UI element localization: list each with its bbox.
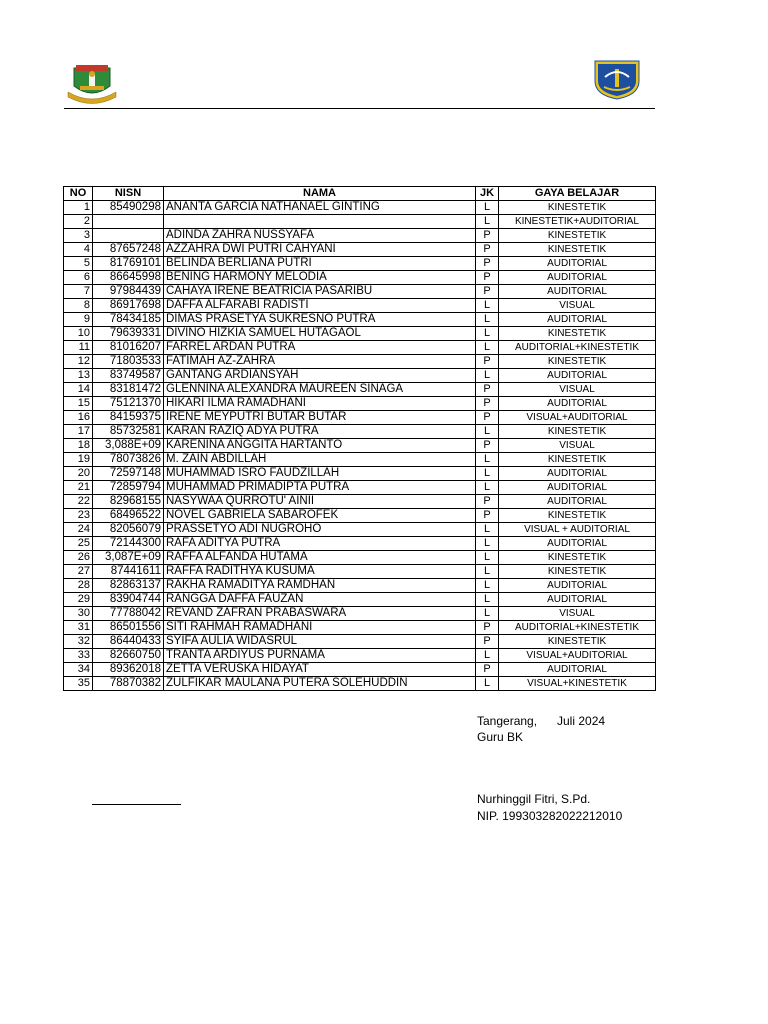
cell-nama: SITI RAHMAH RAMADHANI xyxy=(164,621,476,635)
table-row xyxy=(64,201,656,215)
cell-nama: NOVEL GABRIELA SABAROFEK xyxy=(164,509,476,523)
cell-jk: P xyxy=(476,495,499,509)
table-row xyxy=(64,257,656,271)
cell-nama: RANGGA DAFFA FAUZAN xyxy=(164,593,476,607)
cell-nama: HIKARI ILMA RAMADHANI xyxy=(164,397,476,411)
cell-nisn: 86917698 xyxy=(93,299,164,313)
cell-nama: RAFA ADITYA PUTRA xyxy=(164,537,476,551)
cell-gaya-belajar: KINESTETIK xyxy=(499,565,656,579)
cell-no: 12 xyxy=(64,355,93,369)
cell-gaya-belajar: KINESTETIK xyxy=(499,509,656,523)
col-header-nisn: NISN xyxy=(93,187,164,201)
cell-nisn: 89362018 xyxy=(93,663,164,677)
cell-jk: P xyxy=(476,439,499,453)
cell-nisn: 68496522 xyxy=(93,509,164,523)
cell-nisn: 82863137 xyxy=(93,579,164,593)
cell-no: 11 xyxy=(64,341,93,355)
cell-gaya-belajar: AUDITORIAL+KINESTETIK xyxy=(499,341,656,355)
cell-nama: SYIFA AULIA WIDASRUL xyxy=(164,635,476,649)
table-row xyxy=(64,327,656,341)
table-row xyxy=(64,621,656,635)
cell-no: 24 xyxy=(64,523,93,537)
cell-no: 6 xyxy=(64,271,93,285)
signature-name: Nurhinggil Fitri, S.Pd. xyxy=(477,792,591,806)
col-header-jk: JK xyxy=(476,187,499,201)
cell-gaya-belajar: KINESTETIK xyxy=(499,453,656,467)
cell-no: 31 xyxy=(64,621,93,635)
cell-no: 32 xyxy=(64,635,93,649)
cell-jk: P xyxy=(476,383,499,397)
table-row xyxy=(64,285,656,299)
cell-nama: BELINDA BERLIANA PUTRI xyxy=(164,257,476,271)
table-row xyxy=(64,467,656,481)
cell-no: 29 xyxy=(64,593,93,607)
cell-nisn: 82660750 xyxy=(93,649,164,663)
cell-gaya-belajar: KINESTETIK xyxy=(499,229,656,243)
table-row xyxy=(64,271,656,285)
cell-no: 7 xyxy=(64,285,93,299)
cell-gaya-belajar: AUDITORIAL xyxy=(499,257,656,271)
cell-nama: DIMAS PRASETYA SUKRESNO PUTRA xyxy=(164,313,476,327)
cell-gaya-belajar: VISUAL xyxy=(499,439,656,453)
cell-jk: L xyxy=(476,327,499,341)
header-rule xyxy=(64,108,655,109)
cell-nama xyxy=(164,215,476,229)
cell-nama: CAHAYA IRENE BEATRICIA PASARIBU xyxy=(164,285,476,299)
table-row xyxy=(64,523,656,537)
cell-no: 4 xyxy=(64,243,93,257)
cell-gaya-belajar: VISUAL+AUDITORIAL xyxy=(499,649,656,663)
cell-jk: P xyxy=(476,257,499,271)
cell-gaya-belajar: AUDITORIAL xyxy=(499,397,656,411)
cell-no: 23 xyxy=(64,509,93,523)
cell-gaya-belajar: AUDITORIAL xyxy=(499,271,656,285)
cell-gaya-belajar: KINESTETIK xyxy=(499,551,656,565)
cell-nisn: 83749587 xyxy=(93,369,164,383)
cell-jk: L xyxy=(476,425,499,439)
signature-date: Juli 2024 xyxy=(557,714,606,728)
cell-nama: KARAN RAZIQ ADYA PUTRA xyxy=(164,425,476,439)
cell-nisn: 87657248 xyxy=(93,243,164,257)
cell-gaya-belajar: KINESTETIK xyxy=(499,635,656,649)
cell-gaya-belajar: KINESTETIK xyxy=(499,243,656,257)
cell-gaya-belajar: AUDITORIAL xyxy=(499,663,656,677)
cell-gaya-belajar: KINESTETIK xyxy=(499,201,656,215)
table-row xyxy=(64,411,656,425)
cell-nama: ANANTA GARCIA NATHANAEL GINTING xyxy=(164,201,476,215)
cell-nama: DAFFA ALFARABI RADISTI xyxy=(164,299,476,313)
table-row xyxy=(64,635,656,649)
cell-nisn: 3,087E+09 xyxy=(93,551,164,565)
cell-jk: P xyxy=(476,621,499,635)
cell-no: 10 xyxy=(64,327,93,341)
table-row xyxy=(64,495,656,509)
table-row xyxy=(64,397,656,411)
cell-jk: L xyxy=(476,579,499,593)
col-header-no: NO xyxy=(64,187,93,201)
cell-nama: RAFFA RADITHYA KUSUMA xyxy=(164,565,476,579)
cell-nisn: 97984439 xyxy=(93,285,164,299)
cell-nisn: 78434185 xyxy=(93,313,164,327)
cell-no: 25 xyxy=(64,537,93,551)
cell-no: 22 xyxy=(64,495,93,509)
cell-gaya-belajar: KINESTETIK+AUDITORIAL xyxy=(499,215,656,229)
cell-nisn: 78073826 xyxy=(93,453,164,467)
cell-no: 17 xyxy=(64,425,93,439)
cell-nama: MUHAMMAD PRIMADIPTA PUTRA xyxy=(164,481,476,495)
cell-no: 8 xyxy=(64,299,93,313)
cell-no: 27 xyxy=(64,565,93,579)
cell-jk: L xyxy=(476,369,499,383)
cell-nisn: 77788042 xyxy=(93,607,164,621)
cell-no: 15 xyxy=(64,397,93,411)
cell-gaya-belajar: AUDITORIAL xyxy=(499,313,656,327)
cell-jk: L xyxy=(476,537,499,551)
cell-nisn xyxy=(93,215,164,229)
cell-jk: P xyxy=(476,271,499,285)
cell-no: 28 xyxy=(64,579,93,593)
cell-jk: P xyxy=(476,229,499,243)
cell-jk: L xyxy=(476,607,499,621)
cell-jk: L xyxy=(476,551,499,565)
table-row xyxy=(64,607,656,621)
cell-nama: M. ZAIN ABDILLAH xyxy=(164,453,476,467)
cell-no: 14 xyxy=(64,383,93,397)
cell-gaya-belajar: AUDITORIAL xyxy=(499,369,656,383)
cell-gaya-belajar: VISUAL+KINESTETIK xyxy=(499,677,656,691)
cell-no: 5 xyxy=(64,257,93,271)
cell-jk: P xyxy=(476,397,499,411)
cell-gaya-belajar: AUDITORIAL xyxy=(499,495,656,509)
cell-jk: L xyxy=(476,677,499,691)
cell-nisn: 75121370 xyxy=(93,397,164,411)
table-row xyxy=(64,383,656,397)
cell-no: 9 xyxy=(64,313,93,327)
cell-nisn: 87441611 xyxy=(93,565,164,579)
cell-no: 30 xyxy=(64,607,93,621)
table-row xyxy=(64,453,656,467)
cell-nisn: 81769101 xyxy=(93,257,164,271)
cell-no: 1 xyxy=(64,201,93,215)
cell-nisn: 79639331 xyxy=(93,327,164,341)
cell-gaya-belajar: AUDITORIAL xyxy=(499,467,656,481)
cell-jk: L xyxy=(476,453,499,467)
cell-nama: TRANTA ARDIYUS PURNAMA xyxy=(164,649,476,663)
cell-jk: L xyxy=(476,565,499,579)
cell-nisn: 78870382 xyxy=(93,677,164,691)
cell-gaya-belajar: KINESTETIK xyxy=(499,425,656,439)
table-row xyxy=(64,649,656,663)
cell-nisn: 72859794 xyxy=(93,481,164,495)
cell-no: 34 xyxy=(64,663,93,677)
cell-gaya-belajar: AUDITORIAL xyxy=(499,537,656,551)
col-header-gaya: GAYA BELAJAR xyxy=(499,187,656,201)
cell-nisn: 84159375 xyxy=(93,411,164,425)
cell-no: 18 xyxy=(64,439,93,453)
signature-nip: NIP. 199303282022212010 xyxy=(477,809,623,823)
regency-emblem-icon xyxy=(66,62,118,104)
table-row xyxy=(64,481,656,495)
cell-nama: KARENINA ANGGITA HARTANTO xyxy=(164,439,476,453)
cell-nisn: 71803533 xyxy=(93,355,164,369)
table-row xyxy=(64,425,656,439)
cell-no: 19 xyxy=(64,453,93,467)
cell-jk: L xyxy=(476,215,499,229)
cell-no: 20 xyxy=(64,467,93,481)
cell-jk: L xyxy=(476,341,499,355)
cell-nisn: 72144300 xyxy=(93,537,164,551)
cell-jk: L xyxy=(476,649,499,663)
cell-nama: DIVINO HIZKIA SAMUEL HUTAGAOL xyxy=(164,327,476,341)
table-row xyxy=(64,439,656,453)
cell-no: 33 xyxy=(64,649,93,663)
cell-nama: ZULFIKAR MAULANA PUTERA SOLEHUDDIN xyxy=(164,677,476,691)
cell-nisn: 82056079 xyxy=(93,523,164,537)
cell-nisn: 86440433 xyxy=(93,635,164,649)
cell-gaya-belajar: VISUAL+AUDITORIAL xyxy=(499,411,656,425)
table-row xyxy=(64,299,656,313)
cell-jk: L xyxy=(476,523,499,537)
cell-nisn: 3,088E+09 xyxy=(93,439,164,453)
cell-nama: REVAND ZAFRAN PRABASWARA xyxy=(164,607,476,621)
table-row xyxy=(64,229,656,243)
cell-no: 13 xyxy=(64,369,93,383)
cell-jk: L xyxy=(476,467,499,481)
table-body xyxy=(64,201,656,691)
cell-nisn: 82968155 xyxy=(93,495,164,509)
cell-gaya-belajar: AUDITORIAL xyxy=(499,593,656,607)
cell-no: 16 xyxy=(64,411,93,425)
table-row xyxy=(64,579,656,593)
cell-gaya-belajar: VISUAL + AUDITORIAL xyxy=(499,523,656,537)
cell-nama: BENING HARMONY MELODIA xyxy=(164,271,476,285)
cell-nisn: 85732581 xyxy=(93,425,164,439)
cell-gaya-belajar: AUDITORIAL+KINESTETIK xyxy=(499,621,656,635)
table-row xyxy=(64,369,656,383)
cell-jk: P xyxy=(476,243,499,257)
cell-nisn: 86645998 xyxy=(93,271,164,285)
cell-jk: P xyxy=(476,285,499,299)
student-table xyxy=(63,186,656,691)
cell-nama: MUHAMMAD ISRO FAUDZILLAH xyxy=(164,467,476,481)
cell-jk: L xyxy=(476,299,499,313)
cell-nisn: 83181472 xyxy=(93,383,164,397)
cell-nama: GLENNINA ALEXANDRA MAUREEN SINAGA xyxy=(164,383,476,397)
cell-gaya-belajar: VISUAL xyxy=(499,607,656,621)
cell-gaya-belajar: VISUAL xyxy=(499,383,656,397)
table-row xyxy=(64,215,656,229)
table-header-row xyxy=(64,187,656,201)
cell-nama: RAFFA ALFANDA HUTAMA xyxy=(164,551,476,565)
table-row xyxy=(64,509,656,523)
cell-jk: P xyxy=(476,355,499,369)
cell-nama: FARREL ARDAN PUTRA xyxy=(164,341,476,355)
cell-jk: P xyxy=(476,663,499,677)
cell-nama: AZZAHRA DWI PUTRI CAHYANI xyxy=(164,243,476,257)
cell-nama: RAKHA RAMADITYA RAMDHAN xyxy=(164,579,476,593)
cell-no: 26 xyxy=(64,551,93,565)
cell-nama: GANTANG ARDIANSYAH xyxy=(164,369,476,383)
table-row xyxy=(64,663,656,677)
cell-nisn: 72597148 xyxy=(93,467,164,481)
cell-jk: L xyxy=(476,201,499,215)
table-row xyxy=(64,537,656,551)
cell-jk: P xyxy=(476,509,499,523)
table-row xyxy=(64,243,656,257)
cell-no: 2 xyxy=(64,215,93,229)
cell-no: 35 xyxy=(64,677,93,691)
table-row xyxy=(64,355,656,369)
cell-nisn: 81016207 xyxy=(93,341,164,355)
school-emblem-icon xyxy=(591,57,643,101)
cell-gaya-belajar: KINESTETIK xyxy=(499,327,656,341)
cell-jk: L xyxy=(476,313,499,327)
cell-nisn: 85490298 xyxy=(93,201,164,215)
table-row xyxy=(64,565,656,579)
cell-gaya-belajar: KINESTETIK xyxy=(499,355,656,369)
signature-role: Guru BK xyxy=(477,730,524,744)
cell-gaya-belajar: AUDITORIAL xyxy=(499,579,656,593)
table-row xyxy=(64,677,656,691)
cell-no: 21 xyxy=(64,481,93,495)
cell-nama: IRENE MEYPUTRI BUTAR BUTAR xyxy=(164,411,476,425)
cell-nama: FATIMAH AZ-ZAHRA xyxy=(164,355,476,369)
cell-nisn: 86501556 xyxy=(93,621,164,635)
cell-gaya-belajar: AUDITORIAL xyxy=(499,481,656,495)
cell-jk: L xyxy=(476,593,499,607)
table-row xyxy=(64,593,656,607)
cell-jk: L xyxy=(476,481,499,495)
table-row xyxy=(64,341,656,355)
table-row xyxy=(64,313,656,327)
cell-nama: ZETTA VERUSKA HIDAYAT xyxy=(164,663,476,677)
cell-jk: P xyxy=(476,411,499,425)
cell-gaya-belajar: AUDITORIAL xyxy=(499,285,656,299)
cell-no: 3 xyxy=(64,229,93,243)
signature-place: Tangerang, xyxy=(477,714,538,728)
table-row xyxy=(64,551,656,565)
cell-nisn: 83904744 xyxy=(93,593,164,607)
cell-nama: ADINDA ZAHRA NUSSYAFA xyxy=(164,229,476,243)
cell-nisn xyxy=(93,229,164,243)
cell-gaya-belajar: VISUAL xyxy=(499,299,656,313)
cell-jk: P xyxy=(476,635,499,649)
cell-nama: PRASSETYO ADI NUGROHO xyxy=(164,523,476,537)
cell-nama: NASYWAA QURROTU' AINII xyxy=(164,495,476,509)
signature-line xyxy=(92,804,181,805)
col-header-nama: NAMA xyxy=(164,187,476,201)
